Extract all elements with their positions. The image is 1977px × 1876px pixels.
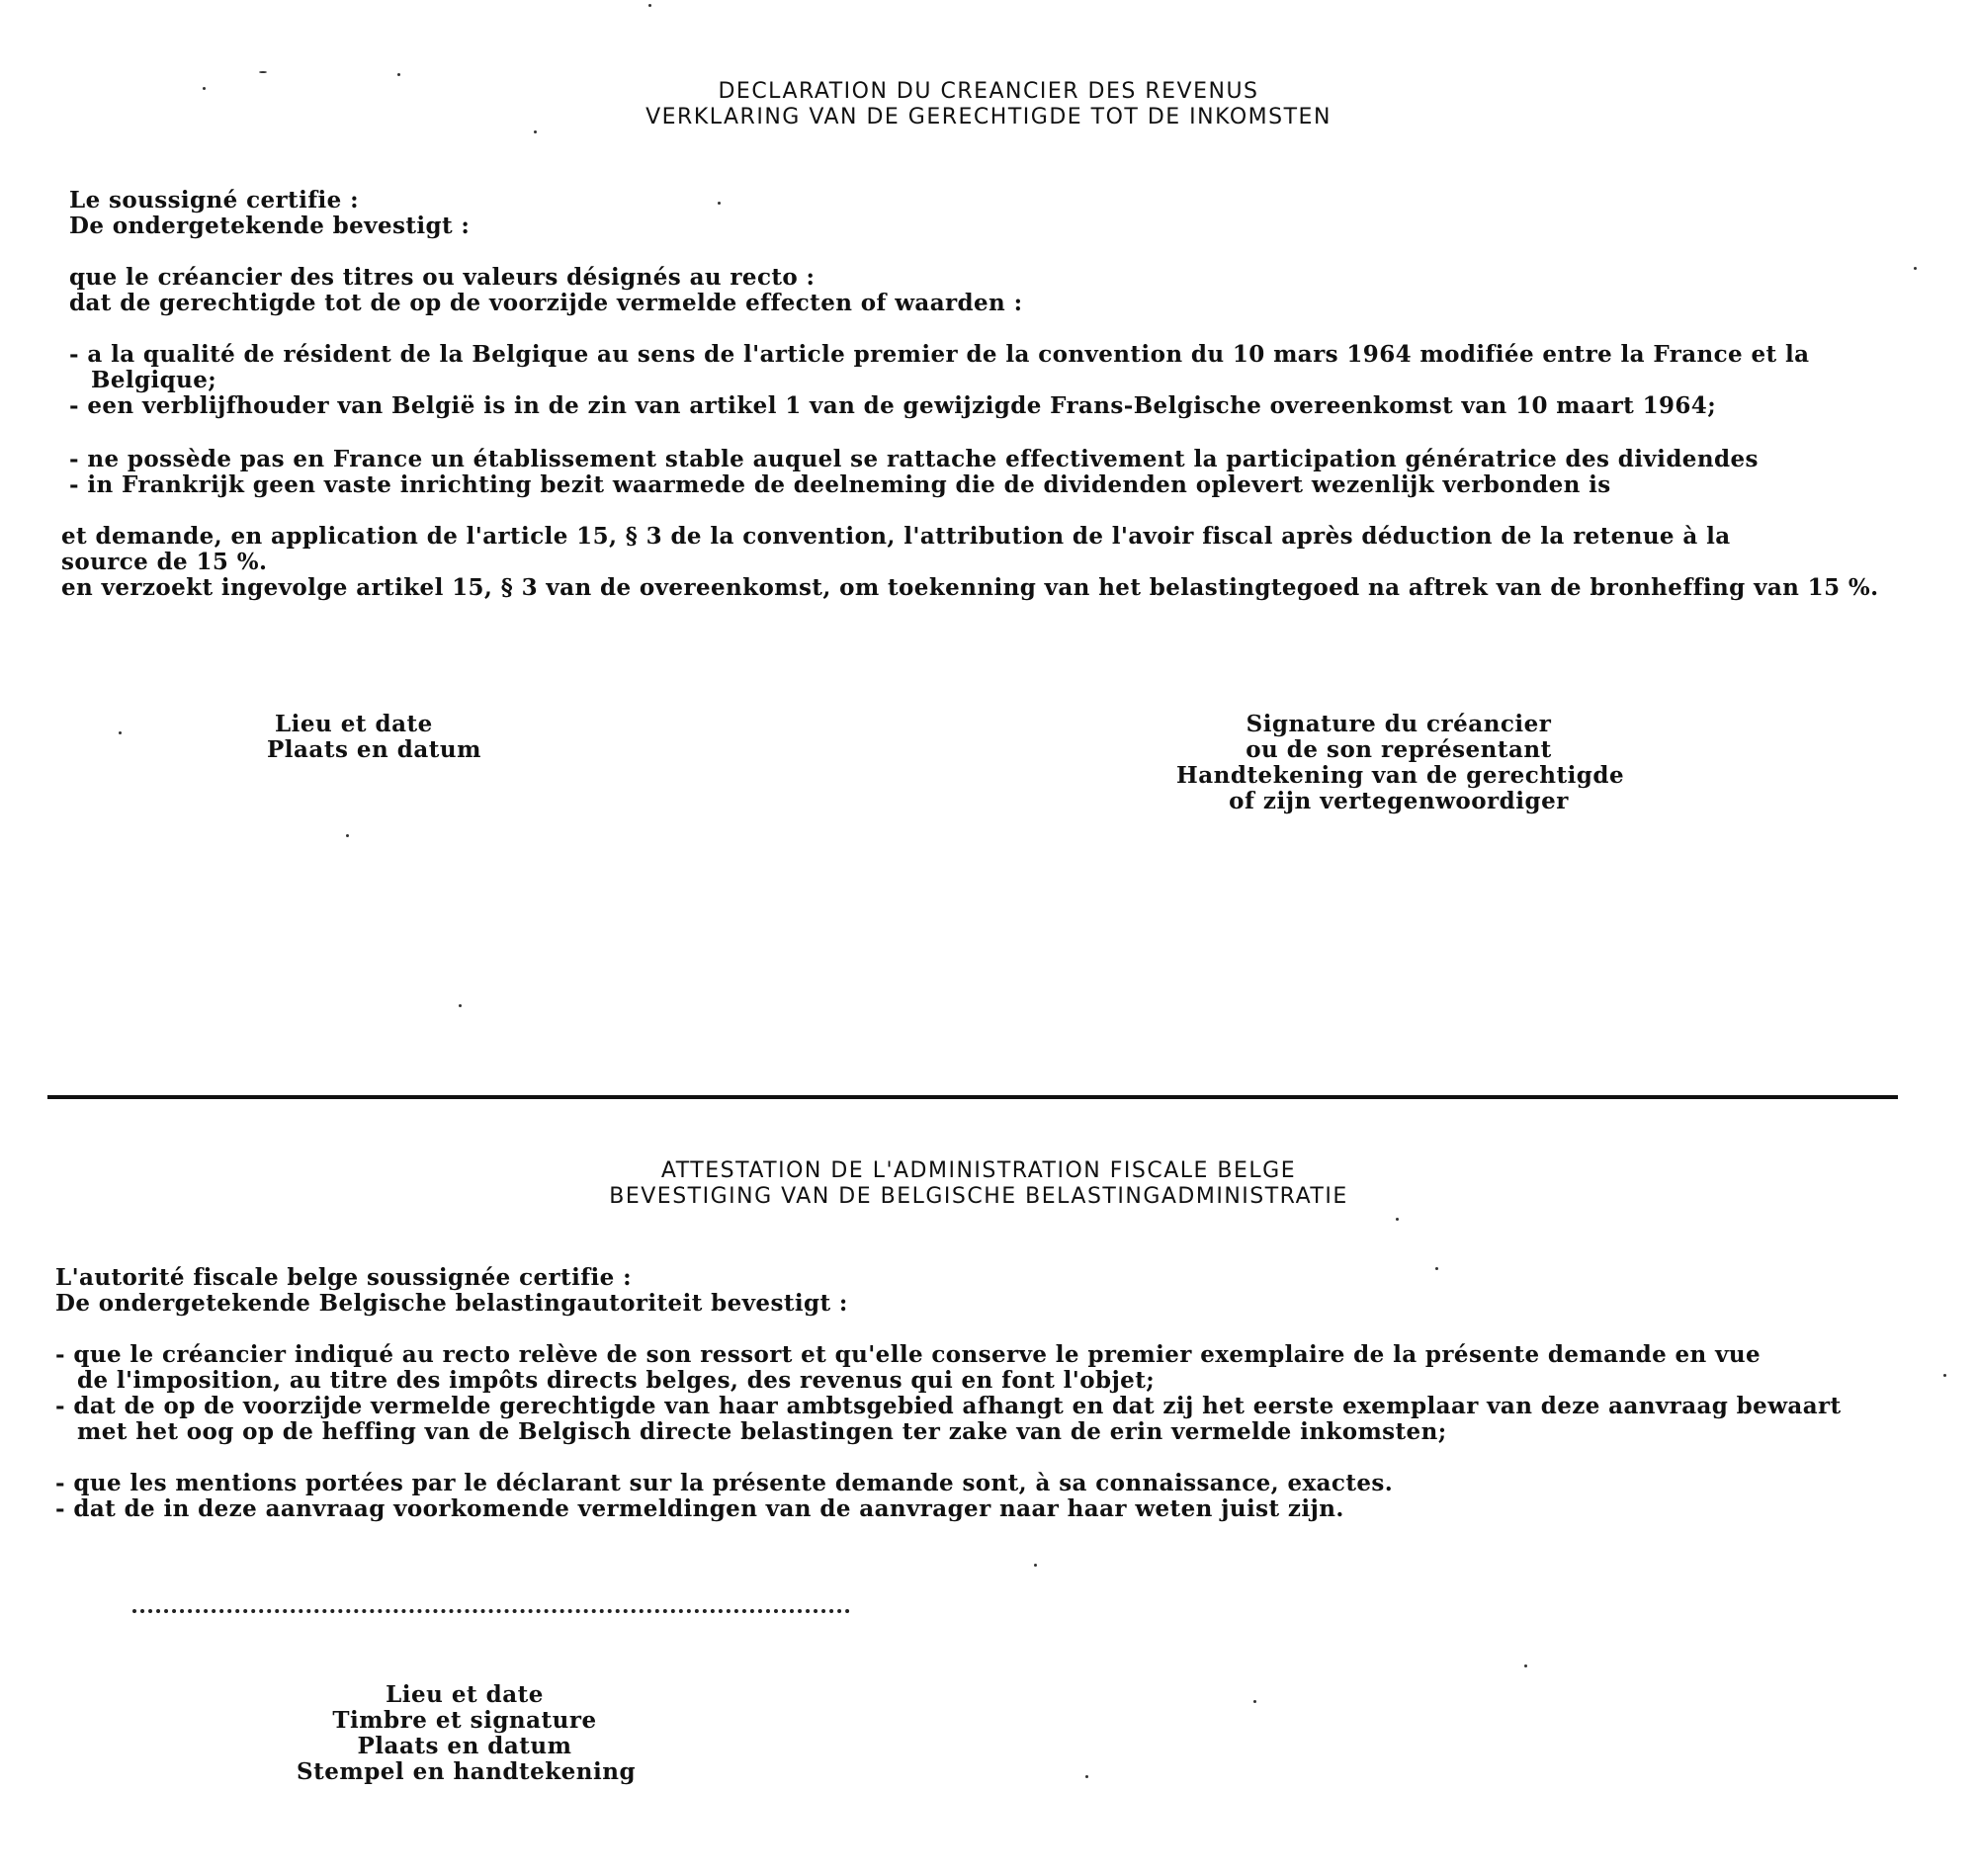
declaration-signature-fr-1: Signature du créancier xyxy=(1246,711,1552,737)
scan-speck xyxy=(648,4,651,7)
declaration-establishment xyxy=(69,447,1928,498)
attestation-signature-block xyxy=(297,1681,637,1785)
scan-speck xyxy=(1253,1700,1256,1703)
declaration-resident-fr-line2: Belgique; xyxy=(91,367,217,393)
attestation-heading xyxy=(0,1158,1967,1210)
attestation-intro xyxy=(55,1265,1914,1317)
declaration-heading xyxy=(0,79,1977,130)
attestation-ressort-nl-line1: - dat de op de voorzijde vermelde gerechtigde van haar ambtsgebied afhangt en dat zij het eerste exemplaar van deze aanvraag bewaart xyxy=(55,1393,1842,1419)
declaration-signature-nl-1: Handtekening van de gerechtigde xyxy=(1176,762,1625,789)
scan-speck xyxy=(1396,1218,1399,1221)
declaration-signature-nl-2: of zijn vertegenwoordiger xyxy=(1229,788,1569,814)
scan-speck xyxy=(1085,1775,1088,1778)
scan-speck xyxy=(1943,1374,1946,1377)
declaration-place-date-fr: Lieu et date xyxy=(275,711,433,737)
attestation-place-date-nl: Plaats en datum xyxy=(357,1733,572,1759)
declaration-resident-fr-line1: - a la qualité de résident de la Belgique au sens de l'article premier de la convention du 10 mars 1964 modifiée entre la France et la xyxy=(69,341,1810,368)
scan-speck xyxy=(1034,1564,1037,1567)
declaration-title-nl: VERKLARING VAN DE GERECHTIGDE TOT DE INKOMSTEN xyxy=(645,105,1332,129)
declaration-creditor xyxy=(69,265,1928,316)
attestation-mentions xyxy=(55,1471,1914,1522)
attestation-title-fr: ATTESTATION DE L'ADMINISTRATION FISCALE BELGE xyxy=(660,1158,1297,1183)
declaration-title-fr: DECLARATION DU CREANCIER DES REVENUS xyxy=(718,79,1259,104)
attestation-mentions-nl: - dat de in deze aanvraag voorkomende vermeldingen van de aanvrager naar haar weten juist zijn. xyxy=(55,1495,1344,1522)
declaration-creditor-fr: que le créancier des titres ou valeurs désignés au recto : xyxy=(69,264,816,291)
declaration-place-date-nl: Plaats en datum xyxy=(267,736,481,763)
scan-speck xyxy=(1914,267,1917,270)
declaration-resident xyxy=(69,342,1928,419)
signature-dotted-line xyxy=(132,1609,850,1619)
declaration-request-fr-line1: et demande, en application de l'article 15, § 3 de la convention, l'attribution de l'avoir fiscal après déduction de la retenue à la xyxy=(61,523,1731,550)
attestation-ressort-nl-line2: met het oog op de heffing van de Belgisch directe belastingen ter zake van de erin vermelde inkomsten; xyxy=(77,1418,1447,1445)
attestation-stamp-signature-fr: Timbre et signature xyxy=(332,1707,597,1734)
attestation-mentions-fr: - que les mentions portées par le déclarant sur la présente demande sont, à sa connaissance, exactes. xyxy=(55,1470,1394,1496)
scan-speck xyxy=(1435,1267,1438,1270)
scan-speck xyxy=(534,130,537,133)
scan-speck xyxy=(459,1004,462,1007)
declaration-request xyxy=(61,524,1920,601)
section-divider xyxy=(47,1095,1898,1099)
scan-speck xyxy=(203,87,206,90)
declaration-signature-fr-2: ou de son représentant xyxy=(1246,736,1552,763)
declaration-establishment-nl: - in Frankrijk geen vaste inrichting bezit waarmede de deelneming die de dividenden oplevert wezenlijk verbonden is xyxy=(69,471,1611,498)
declaration-place-date xyxy=(267,712,481,763)
scan-speck xyxy=(1524,1664,1527,1667)
scan-speck xyxy=(718,202,721,205)
attestation-intro-nl: De ondergetekende Belgische belastingautoriteit bevestigt : xyxy=(55,1290,848,1317)
attestation-stamp-signature-nl: Stempel en handtekening xyxy=(297,1758,637,1785)
declaration-request-nl: en verzoekt ingevolge artikel 15, § 3 van de overeenkomst, om toekenning van het belastingtegoed na aftrek van de bronheffing van 15 %. xyxy=(61,574,1879,601)
attestation-ressort-fr-line2: de l'imposition, au titre des impôts directs belges, des revenus qui en font l'objet; xyxy=(77,1367,1156,1394)
attestation-ressort-fr-line1: - que le créancier indiqué au recto relève de son ressort et qu'elle conserve le premier exemplaire de la présente demande en vue xyxy=(55,1341,1762,1368)
scan-speck xyxy=(259,71,267,73)
declaration-intro xyxy=(69,188,1928,239)
attestation-title-nl: BEVESTIGING VAN DE BELGISCHE BELASTINGADMINISTRATIE xyxy=(609,1184,1348,1209)
declaration-intro-nl: De ondergetekende bevestigt : xyxy=(69,213,471,239)
declaration-intro-fr: Le soussigné certifie : xyxy=(69,187,359,213)
attestation-place-date-fr: Lieu et date xyxy=(386,1681,544,1708)
scan-speck xyxy=(397,73,400,76)
declaration-request-fr-line2: source de 15 %. xyxy=(61,549,268,575)
scan-speck xyxy=(346,834,349,837)
scan-speck xyxy=(119,731,122,734)
declaration-resident-nl: - een verblijfhouder van België is in de zin van artikel 1 van de gewijzigde Frans-Belgische overeenkomst van 10 maart 1964; xyxy=(69,392,1717,419)
attestation-intro-fr: L'autorité fiscale belge soussignée certifie : xyxy=(55,1264,632,1291)
declaration-creditor-nl: dat de gerechtigde tot de op de voorzijde vermelde effecten of waarden : xyxy=(69,290,1023,316)
attestation-ressort xyxy=(55,1342,1914,1445)
declaration-signature-block xyxy=(1176,711,1625,814)
declaration-establishment-fr: - ne possède pas en France un établissement stable auquel se rattache effectivement la participation génératrice des dividendes xyxy=(69,446,1759,472)
